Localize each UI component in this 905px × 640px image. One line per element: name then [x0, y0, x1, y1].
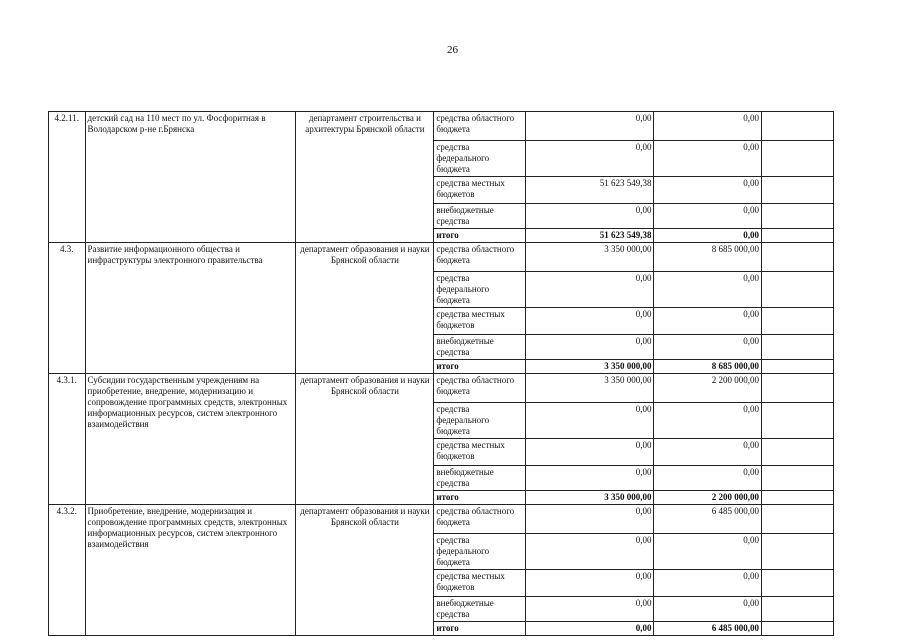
amount-value-2: 0,00 [654, 466, 762, 491]
amount-value-1: 0,00 [525, 308, 654, 335]
empty-cell [761, 505, 833, 534]
amount-value-1: 3 350 000,00 [525, 374, 654, 403]
amount-value-1: 0,00 [525, 272, 654, 308]
item-executor: департамент образования и науки Брянской области [296, 374, 434, 505]
amount-value-1: 0,00 [525, 141, 654, 177]
empty-cell [761, 177, 833, 204]
empty-cell [761, 439, 833, 466]
table-row [49, 374, 834, 403]
amount-value-2: 0,00 [654, 308, 762, 335]
amount-value-1: 0,00 [525, 570, 654, 597]
funding-source: средства областного бюджета [434, 243, 525, 272]
item-name: Приобретение, внедрение, модернизация и сопровождение программных средств, электронных информационных ресурсов, систем электронного взаимодействия [85, 505, 296, 636]
table-row [49, 243, 834, 272]
empty-cell [761, 243, 833, 272]
budget-table [48, 111, 834, 636]
empty-cell [761, 141, 833, 177]
funding-source: средства федерального бюджета [434, 272, 525, 308]
funding-source: внебюджетные средства [434, 204, 525, 229]
funding-source: средства областного бюджета [434, 374, 525, 403]
empty-cell [761, 466, 833, 491]
funding-source: средства федерального бюджета [434, 534, 525, 570]
item-executor: департамент образования и науки Брянской области [296, 243, 434, 374]
amount-value-2: 0,00 [654, 534, 762, 570]
item-name: Субсидии государственным учреждениям на приобретение, внедрение, модернизацию и сопровождение программных средств, электронных информационных ресурсов, систем электронного взаимодействия [85, 374, 296, 505]
empty-cell [761, 534, 833, 570]
empty-cell [761, 204, 833, 229]
total-label: итого [434, 622, 525, 636]
amount-value-2: 0,00 [654, 204, 762, 229]
empty-cell [761, 360, 833, 374]
funding-source: внебюджетные средства [434, 466, 525, 491]
amount-value-1: 0,00 [525, 505, 654, 534]
item-executor: департамент строительства и архитектуры Брянской области [296, 112, 434, 243]
amount-value-2: 6 485 000,00 [654, 622, 762, 636]
amount-value-1: 0,00 [525, 466, 654, 491]
amount-value-2: 0,00 [654, 335, 762, 360]
empty-cell [761, 374, 833, 403]
amount-value-2: 0,00 [654, 112, 762, 141]
funding-source: средства федерального бюджета [434, 141, 525, 177]
item-name: Развитие информационного общества и инфраструктуры электронного правительства [85, 243, 296, 374]
funding-source: средства местных бюджетов [434, 439, 525, 466]
amount-value-1: 0,00 [525, 112, 654, 141]
empty-cell [761, 229, 833, 243]
empty-cell [761, 597, 833, 622]
amount-value-1: 0,00 [525, 622, 654, 636]
amount-value-1: 51 623 549,38 [525, 177, 654, 204]
item-code: 4.2.11. [49, 112, 86, 243]
funding-source: средства федерального бюджета [434, 403, 525, 439]
amount-value-2: 2 200 000,00 [654, 374, 762, 403]
item-code: 4.3.2. [49, 505, 86, 636]
amount-value-2: 0,00 [654, 439, 762, 466]
amount-value-2: 0,00 [654, 570, 762, 597]
item-code: 4.3.1. [49, 374, 86, 505]
amount-value-1: 0,00 [525, 597, 654, 622]
amount-value-2: 2 200 000,00 [654, 491, 762, 505]
amount-value-1: 0,00 [525, 534, 654, 570]
empty-cell [761, 308, 833, 335]
amount-value-2: 8 685 000,00 [654, 360, 762, 374]
amount-value-1: 0,00 [525, 204, 654, 229]
amount-value-1: 3 350 000,00 [525, 360, 654, 374]
item-executor: департамент образования и науки Брянской области [296, 505, 434, 636]
empty-cell [761, 622, 833, 636]
empty-cell [761, 335, 833, 360]
table-row [49, 112, 834, 141]
empty-cell [761, 570, 833, 597]
table-row [49, 505, 834, 534]
funding-source: средства областного бюджета [434, 505, 525, 534]
amount-value-1: 0,00 [525, 403, 654, 439]
total-label: итого [434, 229, 525, 243]
amount-value-1: 3 350 000,00 [525, 491, 654, 505]
funding-source: внебюджетные средства [434, 597, 525, 622]
amount-value-1: 3 350 000,00 [525, 243, 654, 272]
item-code: 4.3. [49, 243, 86, 374]
amount-value-2: 0,00 [654, 177, 762, 204]
funding-source: внебюджетные средства [434, 335, 525, 360]
amount-value-1: 51 623 549,38 [525, 229, 654, 243]
amount-value-2: 0,00 [654, 403, 762, 439]
page-number: 26 [447, 44, 458, 56]
total-label: итого [434, 360, 525, 374]
empty-cell [761, 272, 833, 308]
empty-cell [761, 491, 833, 505]
amount-value-2: 0,00 [654, 597, 762, 622]
amount-value-2: 8 685 000,00 [654, 243, 762, 272]
amount-value-1: 0,00 [525, 439, 654, 466]
budget-table-body [49, 112, 834, 636]
funding-source: средства областного бюджета [434, 112, 525, 141]
funding-source: средства местных бюджетов [434, 570, 525, 597]
total-label: итого [434, 491, 525, 505]
amount-value-2: 0,00 [654, 272, 762, 308]
item-name: детский сад на 110 мест по ул. Фосфоритная в Володарском р-не г.Брянска [85, 112, 296, 243]
amount-value-2: 6 485 000,00 [654, 505, 762, 534]
amount-value-1: 0,00 [525, 335, 654, 360]
funding-source: средства местных бюджетов [434, 308, 525, 335]
empty-cell [761, 112, 833, 141]
funding-source: средства местных бюджетов [434, 177, 525, 204]
amount-value-2: 0,00 [654, 141, 762, 177]
empty-cell [761, 403, 833, 439]
amount-value-2: 0,00 [654, 229, 762, 243]
